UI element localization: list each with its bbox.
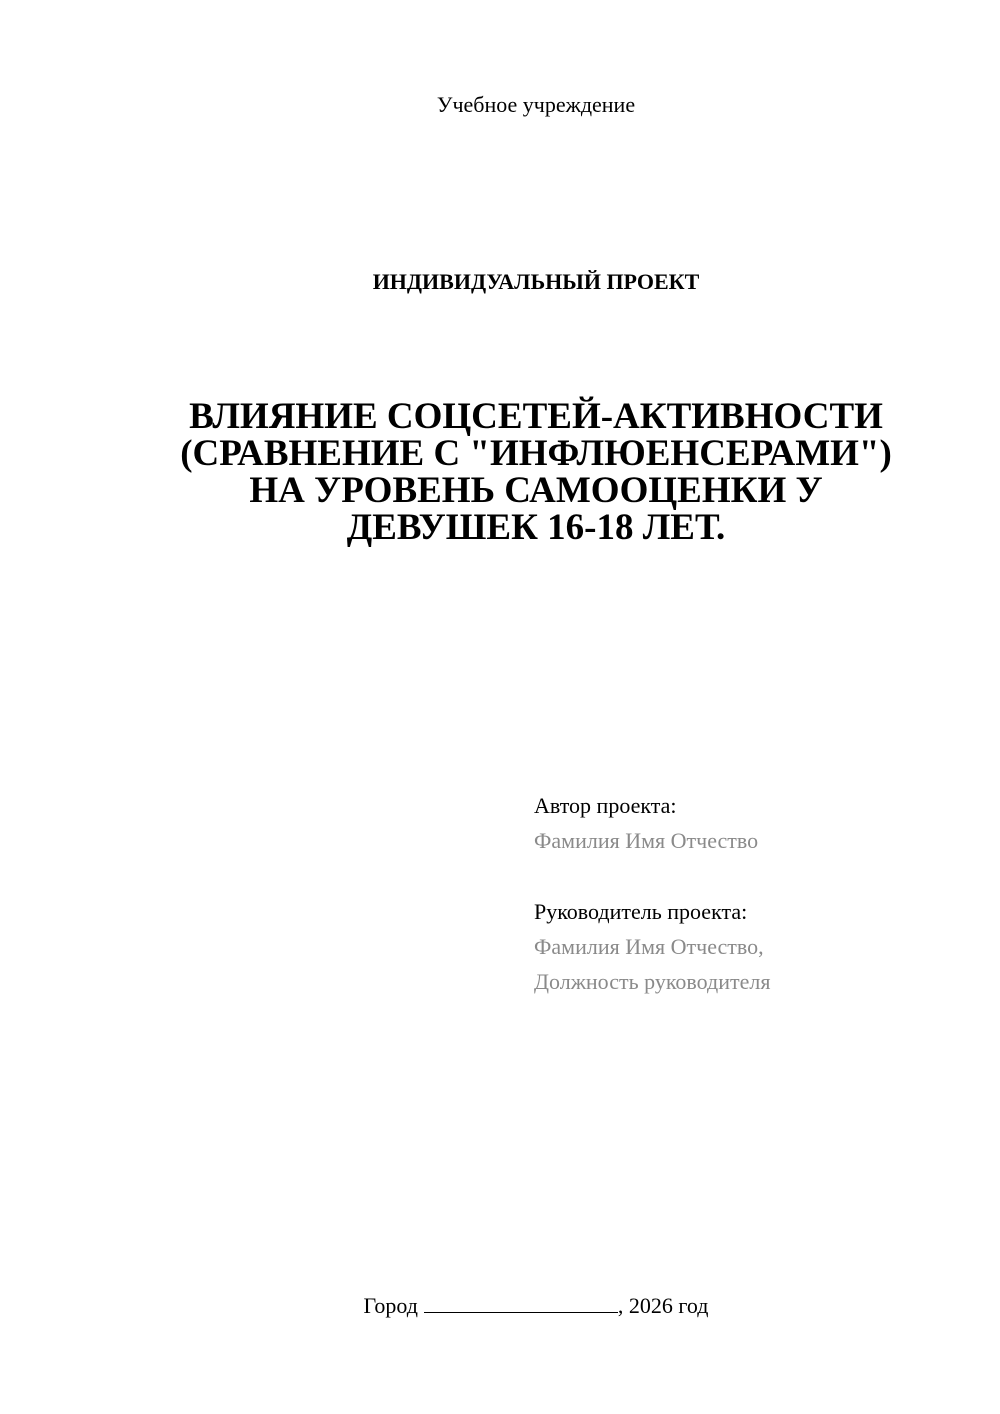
author-name-placeholder: Фамилия Имя Отчество	[534, 828, 759, 853]
project-title-line: ВЛИЯНИЕ СОЦСЕТЕЙ-АКТИВНОСТИ	[189, 396, 883, 437]
project-type-heading: ИНДИВИДУАЛЬНЫЙ ПРОЕКТ	[372, 269, 700, 294]
supervisor-label: Руководитель проекта:	[534, 899, 748, 924]
project-title-line: (СРАВНЕНИЕ С "ИНФЛЮЕНСЕРАМИ")	[180, 433, 892, 474]
city-year-line	[0, 1290, 1000, 1321]
project-info-block	[534, 788, 934, 999]
city-label: Город	[363, 1293, 418, 1318]
year-text: , 2026 год	[617, 1293, 709, 1318]
author-label: Автор проекта:	[534, 793, 677, 818]
spacer	[534, 858, 934, 894]
project-title-line: НА УРОВЕНЬ САМООЦЕНКИ У	[249, 470, 823, 511]
institution-name: Учебное учреждение	[436, 92, 636, 117]
project-title-line: ДЕВУШЕК 16-18 ЛЕТ.	[346, 507, 726, 548]
supervisor-position-placeholder: Должность руководителя	[534, 969, 771, 994]
city-blank-line	[424, 1290, 618, 1313]
supervisor-name-placeholder: Фамилия Имя Отчество,	[534, 934, 764, 959]
project-title	[150, 398, 922, 546]
